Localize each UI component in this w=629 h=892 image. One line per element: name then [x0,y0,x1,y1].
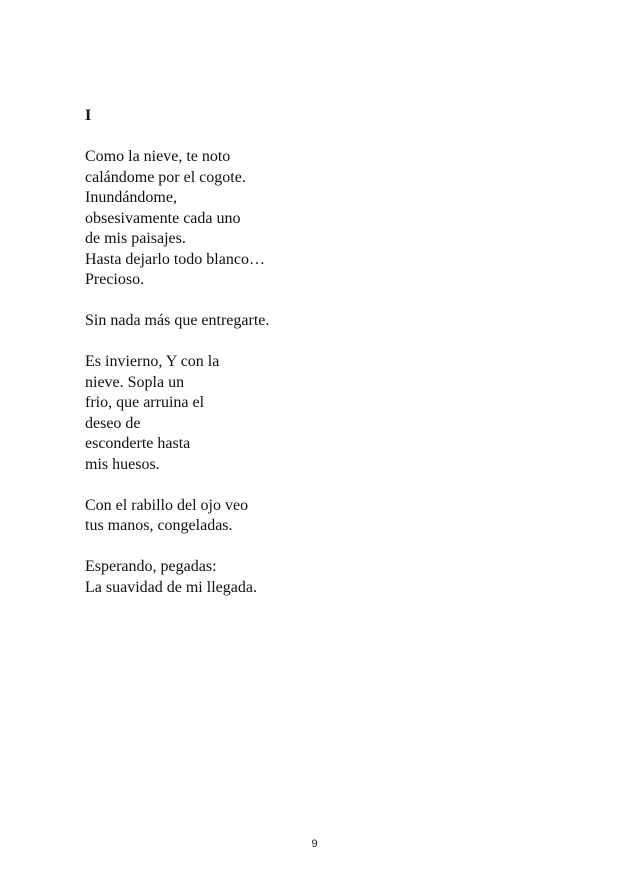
poem-line: deseo de [85,414,141,432]
poem [85,106,505,619]
poem-title: I [85,107,92,124]
poem-line: nieve. Sopla un [85,373,185,391]
poem-line: Hasta dejarlo todo blanco… [85,250,265,268]
poem-line: mis huesos. [85,455,160,473]
stanza-5 [85,557,505,598]
poem-line: de mis paisajes. [85,230,186,247]
poem-line: Es invierno, Y con la [85,353,220,370]
poem-line: Con el rabillo del ojo veo [85,496,249,514]
poem-line: frio, que arruina el [85,394,205,411]
poem-line: Como la nieve, te noto [85,148,231,165]
page-number: 9 [311,838,318,850]
stanza-3 [85,352,505,475]
poem-line: Inundándome, [85,189,177,206]
poem-line: obsesivamente cada uno [85,209,241,227]
stanza-2 [85,311,505,332]
poem-line: esconderte hasta [85,435,191,452]
poem-line: tus manos, congeladas. [85,517,233,534]
stanza-1 [85,147,505,291]
poem-line: Sin nada más que entregarte. [85,312,270,329]
stanza-4 [85,496,505,537]
poem-line: Precioso. [85,271,145,288]
poem-line: calándome por el cogote. [85,168,246,186]
poem-line: La suavidad de mi llegada. [85,578,257,596]
poem-line: Esperando, pegadas: [85,558,217,575]
